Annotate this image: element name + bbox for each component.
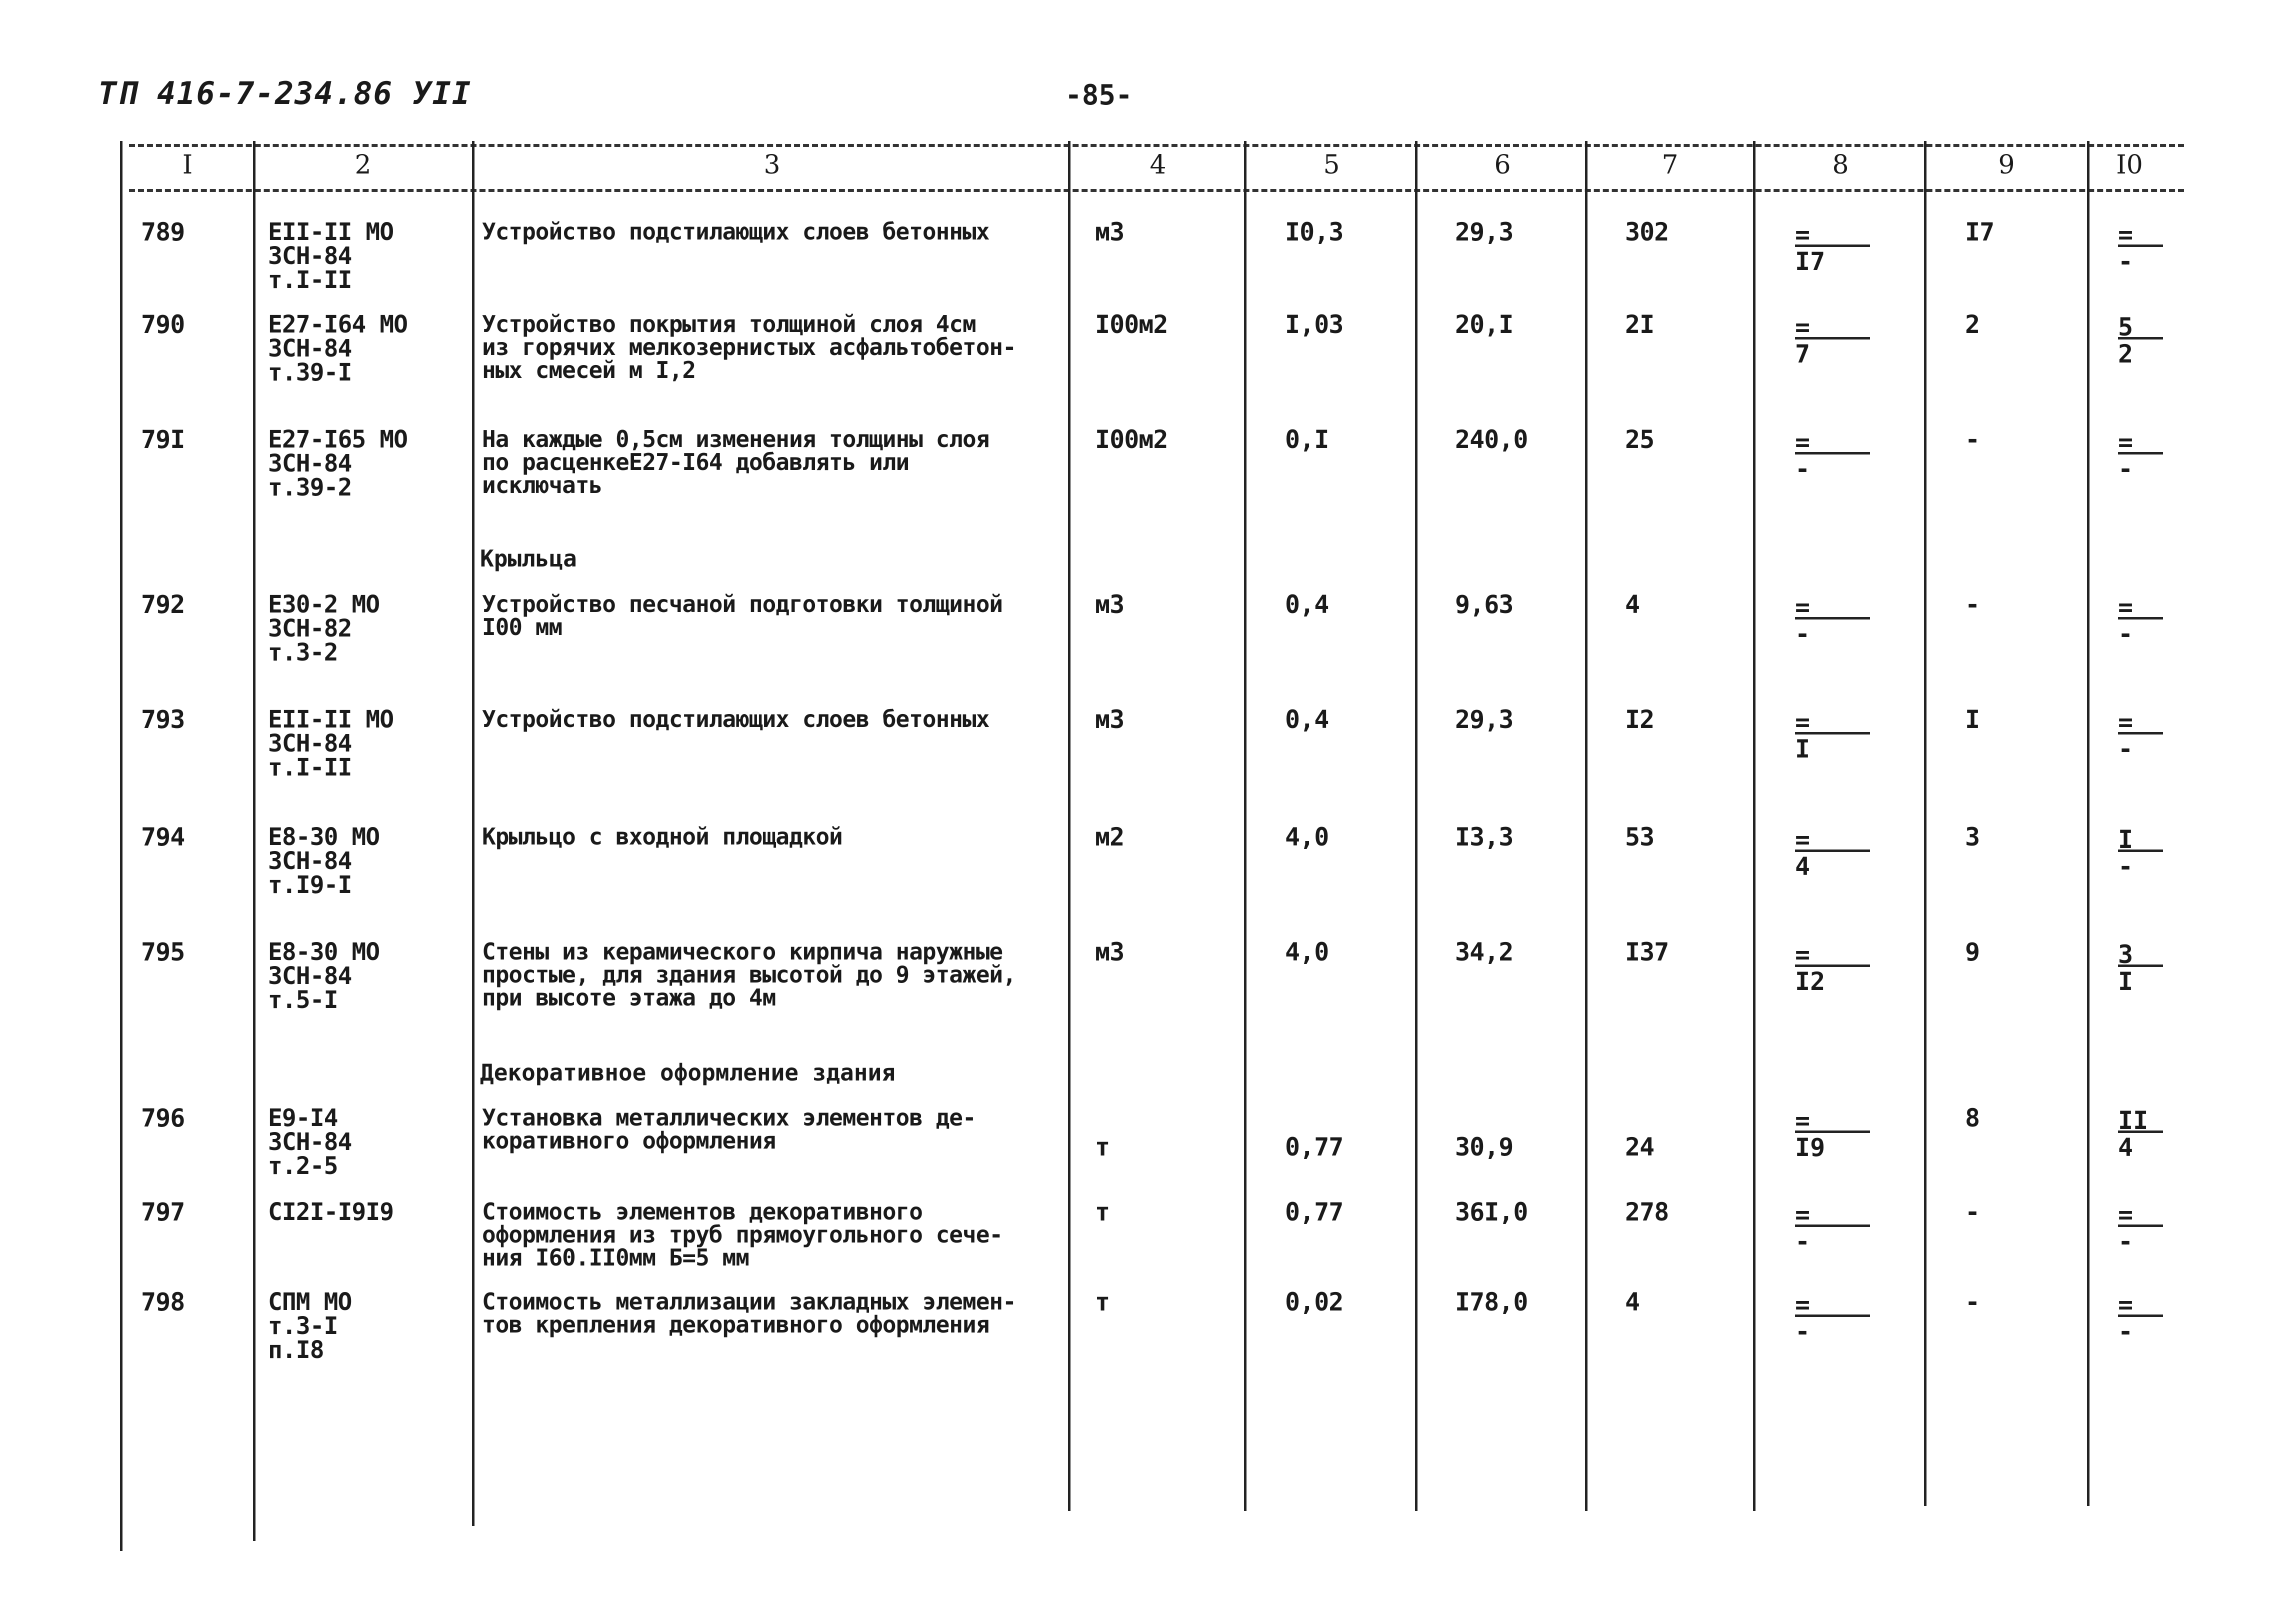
fraction-denominator: - — [2118, 1227, 2134, 1256]
column-header-8: 8 — [1832, 150, 1849, 180]
work-description: Стоимость элементов декоративного оформления из труб прямоугольного сече- ния I60.II0мм Б=5 мм — [482, 1198, 1003, 1271]
col8-fraction — [1795, 825, 1870, 882]
quantity: 0,I — [1285, 425, 1329, 454]
row-number: 797 — [141, 1198, 185, 1226]
fraction-denominator: I — [1795, 734, 1810, 764]
fraction-numerator: = — [1795, 592, 1810, 622]
work-description: Стены из керамического кирпича наружные простые, для здания высотой до 9 этажей, при высоте этажа до 4м — [482, 938, 1016, 1011]
unit: м3 — [1095, 218, 1124, 246]
unit-price: 30,9 — [1455, 1132, 1514, 1162]
rate-code: СПМ МО т.3-I п.I8 — [268, 1288, 352, 1364]
fraction-numerator: II — [2118, 1106, 2148, 1135]
column-line-4 — [1244, 141, 1246, 1511]
column-line-3 — [1068, 141, 1070, 1511]
col8-fraction — [1795, 710, 1870, 765]
total-cost: 2I — [1625, 310, 1654, 339]
fraction-denominator: - — [2118, 247, 2134, 276]
quantity: 0,77 — [1285, 1198, 1344, 1226]
unit: I00м2 — [1095, 425, 1168, 454]
col10-fraction — [2118, 592, 2163, 650]
fraction-denominator: I2 — [1795, 967, 1826, 996]
col9-value: I7 — [1965, 218, 1994, 246]
document-code: ТП 416-7-234.86 УII — [98, 75, 472, 112]
total-cost: 4 — [1625, 1288, 1640, 1316]
quantity: I0,3 — [1285, 218, 1344, 246]
col9-value: - — [1965, 425, 1980, 454]
quantity: 0,4 — [1285, 705, 1329, 734]
unit: т — [1095, 1132, 1110, 1162]
fraction-numerator: = — [2118, 1290, 2134, 1319]
col10-fraction — [2118, 942, 2163, 998]
col9-value: 3 — [1965, 822, 1980, 852]
section-heading-decoration: Декоративное оформление здания — [480, 1059, 896, 1086]
work-description: Устройство покрытия толщиной слоя 4см из горячих мелкозернистых асфальтобетон- ных смесей м I,2 — [482, 310, 1016, 384]
fraction-numerator: = — [1795, 312, 1810, 342]
fraction-numerator: = — [2118, 592, 2134, 622]
fraction-numerator: I — [2118, 825, 2134, 854]
row-number: 790 — [141, 310, 185, 339]
rate-code: Е27-I64 МО 3СН-84 т.39-I — [268, 310, 408, 386]
rate-code: Е8-30 МО 3СН-84 т.I9-I — [268, 823, 380, 899]
column-header-10: I0 — [2116, 150, 2143, 180]
fraction-numerator: = — [2118, 220, 2134, 249]
col8-fraction — [1795, 312, 1870, 370]
fraction-numerator: = — [1795, 825, 1810, 854]
column-line-6 — [1585, 141, 1588, 1511]
fraction-denominator: - — [1795, 1227, 1810, 1256]
column-line-7 — [1753, 141, 1756, 1511]
column-line-1 — [253, 141, 256, 1541]
fraction-numerator: = — [2118, 428, 2134, 456]
unit-price: 29,3 — [1455, 705, 1514, 734]
unit-price: 29,3 — [1455, 218, 1514, 246]
column-header-2: 2 — [354, 150, 372, 180]
fraction-denominator: 7 — [1795, 340, 1810, 368]
col10-fraction — [2118, 710, 2163, 765]
row-number: 793 — [141, 705, 185, 734]
row-number: 795 — [141, 938, 185, 966]
row-number: 792 — [141, 590, 185, 619]
col8-fraction — [1795, 430, 1870, 485]
column-line-8 — [1924, 141, 1926, 1506]
fraction-denominator: - — [2118, 852, 2134, 881]
fraction-numerator: = — [1795, 940, 1810, 969]
column-header-9: 9 — [1998, 150, 2015, 180]
unit: м2 — [1095, 822, 1124, 852]
total-cost: 302 — [1625, 218, 1669, 246]
total-cost: 24 — [1625, 1132, 1654, 1162]
fraction-numerator: 3 — [2118, 940, 2134, 969]
fraction-numerator: = — [2118, 1200, 2134, 1229]
page-number: -85- — [1065, 79, 1132, 112]
quantity: I,03 — [1285, 310, 1344, 339]
work-description: Стоимость металлизации закладных элемен- тов крепления декоративного оформления — [482, 1288, 1016, 1338]
section-heading-porches: Крыльца — [480, 545, 577, 572]
header-bottom-rule — [129, 189, 2184, 192]
row-number: 794 — [141, 822, 185, 852]
fraction-denominator: I9 — [1795, 1133, 1826, 1162]
col10-fraction — [2118, 312, 2163, 370]
total-cost: 278 — [1625, 1198, 1669, 1226]
unit: т — [1095, 1198, 1110, 1226]
column-line-2 — [472, 141, 474, 1526]
total-cost: I37 — [1625, 938, 1669, 966]
fraction-denominator: - — [1795, 620, 1810, 648]
unit-price: 20,I — [1455, 310, 1514, 339]
fraction-numerator: = — [1795, 428, 1810, 456]
unit-price: I78,0 — [1455, 1288, 1528, 1316]
col8-fraction — [1795, 1292, 1870, 1348]
work-description: Устройство подстилающих слоев бетонных — [482, 218, 990, 245]
column-line-9 — [2087, 141, 2090, 1506]
col8-fraction — [1795, 592, 1870, 650]
col9-value: I — [1965, 705, 1980, 734]
column-header-6: 6 — [1494, 150, 1511, 180]
fraction-denominator: - — [1795, 454, 1810, 484]
unit: I00м2 — [1095, 310, 1168, 339]
rate-code: ЕII-II МО 3СН-84 т.I-II — [268, 218, 394, 294]
fraction-denominator: 2 — [2118, 340, 2134, 368]
fraction-numerator: = — [1795, 1200, 1810, 1229]
unit: м3 — [1095, 938, 1124, 966]
work-description: Крыльцо с входной площадкой — [482, 823, 842, 850]
fraction-numerator: 5 — [2118, 312, 2134, 342]
unit: м3 — [1095, 705, 1124, 734]
col9-value: - — [1965, 1288, 1980, 1316]
rate-code: Е9-I4 3СН-84 т.2-5 — [268, 1104, 352, 1180]
fraction-numerator: = — [1795, 1290, 1810, 1319]
rate-code: ЕII-II МО 3СН-84 т.I-II — [268, 706, 394, 782]
unit-price: 9,63 — [1455, 590, 1514, 619]
fraction-numerator: = — [1795, 1106, 1810, 1135]
rate-code: Е30-2 МО 3СН-82 т.3-2 — [268, 590, 380, 666]
fraction-denominator: - — [1795, 1317, 1810, 1346]
fraction-denominator: - — [2118, 454, 2134, 484]
col9-value: 2 — [1965, 310, 1980, 339]
col8-fraction — [1795, 1202, 1870, 1258]
rate-code: Е27-I65 МО 3СН-84 т.39-2 — [268, 426, 408, 502]
column-header-7: 7 — [1662, 150, 1678, 180]
col9-value: 8 — [1965, 1104, 1980, 1132]
col8-fraction — [1795, 222, 1870, 278]
fraction-denominator: - — [2118, 734, 2134, 764]
col9-value: 9 — [1965, 938, 1980, 966]
quantity: 0,77 — [1285, 1132, 1344, 1162]
total-cost: 25 — [1625, 425, 1654, 454]
quantity: 4,0 — [1285, 822, 1329, 852]
quantity: 0,4 — [1285, 590, 1329, 619]
fraction-denominator: - — [2118, 1317, 2134, 1346]
col10-fraction — [2118, 1292, 2163, 1348]
work-description: Устройство песчаной подготовки толщиной I00 мм — [482, 590, 1003, 640]
fraction-denominator: I7 — [1795, 247, 1826, 276]
work-description: На каждые 0,5см изменения толщины слоя по расценкеЕ27-I64 добавлять или исключать — [482, 426, 990, 498]
rate-code: СI2I-I9I9 — [268, 1198, 394, 1226]
column-line-0 — [120, 141, 122, 1551]
unit-price: 240,0 — [1455, 425, 1528, 454]
row-number: 789 — [141, 218, 185, 246]
col10-fraction — [2118, 222, 2163, 278]
col10-fraction — [2118, 1108, 2163, 1164]
fraction-numerator: = — [2118, 708, 2134, 736]
fraction-denominator: I — [2118, 967, 2134, 996]
col9-value: - — [1965, 590, 1980, 619]
unit: м3 — [1095, 590, 1124, 619]
col10-fraction — [2118, 825, 2163, 882]
fraction-numerator: = — [1795, 708, 1810, 736]
rate-code: Е8-30 МО 3СН-84 т.5-I — [268, 938, 380, 1014]
column-header-3: 3 — [764, 150, 780, 180]
header-top-rule — [129, 144, 2184, 147]
row-number: 79I — [141, 425, 185, 454]
total-cost: I2 — [1625, 705, 1654, 734]
col9-value: - — [1965, 1198, 1980, 1226]
fraction-denominator: 4 — [1795, 852, 1810, 881]
col10-fraction — [2118, 1202, 2163, 1258]
fraction-denominator: - — [2118, 620, 2134, 648]
row-number: 796 — [141, 1104, 185, 1132]
column-header-1: I — [182, 150, 193, 180]
col8-fraction — [1795, 942, 1870, 998]
row-number: 798 — [141, 1288, 185, 1316]
work-description: Устройство подстилающих слоев бетонных — [482, 706, 990, 732]
column-header-4: 4 — [1150, 150, 1166, 180]
unit-price: 36I,0 — [1455, 1198, 1528, 1226]
unit: т — [1095, 1288, 1110, 1316]
fraction-denominator: 4 — [2118, 1133, 2134, 1162]
quantity: 4,0 — [1285, 938, 1329, 966]
total-cost: 53 — [1625, 822, 1654, 852]
column-line-5 — [1415, 141, 1418, 1511]
quantity: 0,02 — [1285, 1288, 1344, 1316]
col8-fraction — [1795, 1108, 1870, 1164]
work-description: Установка металлических элементов де- коративного оформления — [482, 1104, 976, 1154]
unit-price: I3,3 — [1455, 822, 1514, 852]
fraction-numerator: = — [1795, 220, 1810, 249]
col10-fraction — [2118, 430, 2163, 485]
total-cost: 4 — [1625, 590, 1640, 619]
unit-price: 34,2 — [1455, 938, 1514, 966]
column-header-5: 5 — [1323, 150, 1340, 180]
